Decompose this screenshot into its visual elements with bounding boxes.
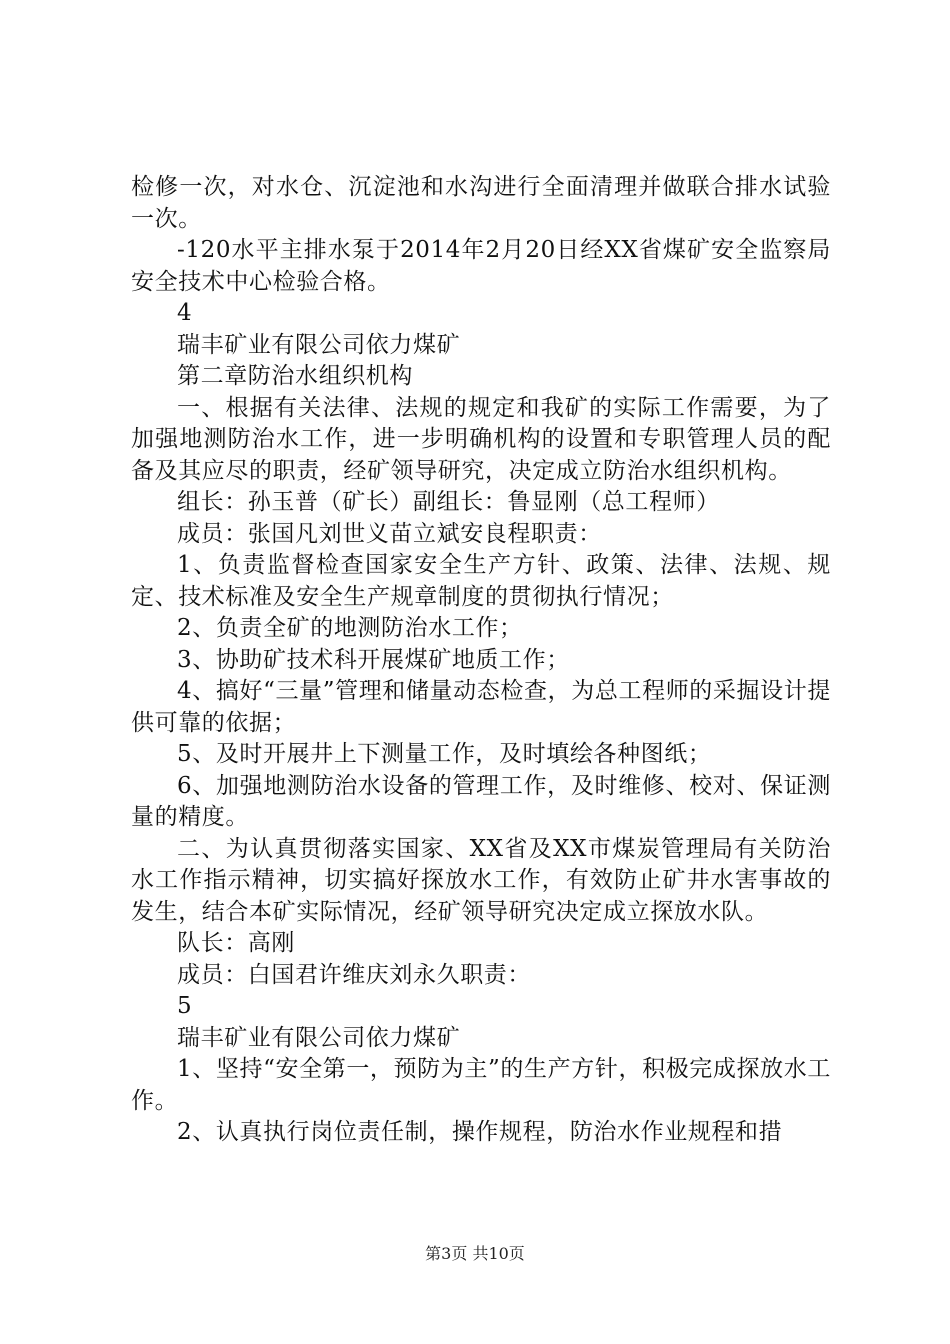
list-item: 3、协助矿技术科开展煤矿地质工作； bbox=[177, 646, 570, 673]
list-item: 4、搞好“三量”管理和储量动态检查，为总工程师的采掘设计提供可靠的依据； bbox=[131, 678, 831, 736]
paragraph: 一、根据有关法律、法规的规定和我矿的实际工作需要，为了加强地测防治水工作，进一步明确机构的设置和专职管理人员的配备及其应尽的职责，经矿领导研究，决定成立防治水组织机构。 bbox=[131, 394, 831, 484]
paragraph: 队长：高刚 bbox=[177, 930, 295, 956]
paragraph: -120水平主排水泵于2014年2月20日经XX省煤矿安全监察局安全技术中心检验合格。 bbox=[131, 237, 831, 295]
page-number-inline: 4 bbox=[177, 300, 193, 326]
list-item: 5、及时开展井上下测量工作，及时填绘各种图纸； bbox=[177, 741, 712, 767]
list-item: 1、负责监督检查国家安全生产方针、政策、法律、法规、规定、技术标准及安全生产规章制度的贯彻执行情况； bbox=[131, 552, 831, 610]
chapter-title: 第二章防治水组织机构 bbox=[177, 363, 413, 389]
company-header: 瑞丰矿业有限公司依力煤矿 bbox=[177, 1024, 461, 1051]
page-number-inline: 5 bbox=[177, 993, 193, 1019]
paragraph: 检修一次，对水仓、沉淀池和水沟进行全面清理并做联合排水试验一次。 bbox=[131, 174, 831, 232]
company-header: 瑞丰矿业有限公司依力煤矿 bbox=[177, 331, 461, 358]
paragraph: 成员：张国凡刘世义苗立斌安良程职责： bbox=[177, 520, 602, 547]
paragraph: 成员：白国君许维庆刘永久职责： bbox=[177, 961, 531, 988]
list-item: 2、认真执行岗位责任制，操作规程，防治水作业规程和措 bbox=[177, 1119, 783, 1145]
paragraph: 组长：孙玉普（矿长）副组长：鲁显刚（总工程师） bbox=[177, 489, 720, 515]
list-item: 1、坚持“安全第一，预防为主”的生产方针，积极完成探放水工作。 bbox=[131, 1056, 831, 1114]
list-item: 6、加强地测防治水设备的管理工作，及时维修、校对、保证测量的精度。 bbox=[131, 772, 831, 830]
paragraph: 二、为认真贯彻落实国家、XX省及XX市煤炭管理局有关防治水工作指示精神，切实搞好探放水工作，有效防止矿井水害事故的发生，结合本矿实际情况，经矿领导研究决定成立探放水队。 bbox=[131, 835, 831, 925]
document-body bbox=[131, 172, 831, 1149]
page-footer: 第3页 共10页 bbox=[425, 1244, 525, 1263]
list-item: 2、负责全矿的地测防治水工作； bbox=[177, 615, 523, 641]
